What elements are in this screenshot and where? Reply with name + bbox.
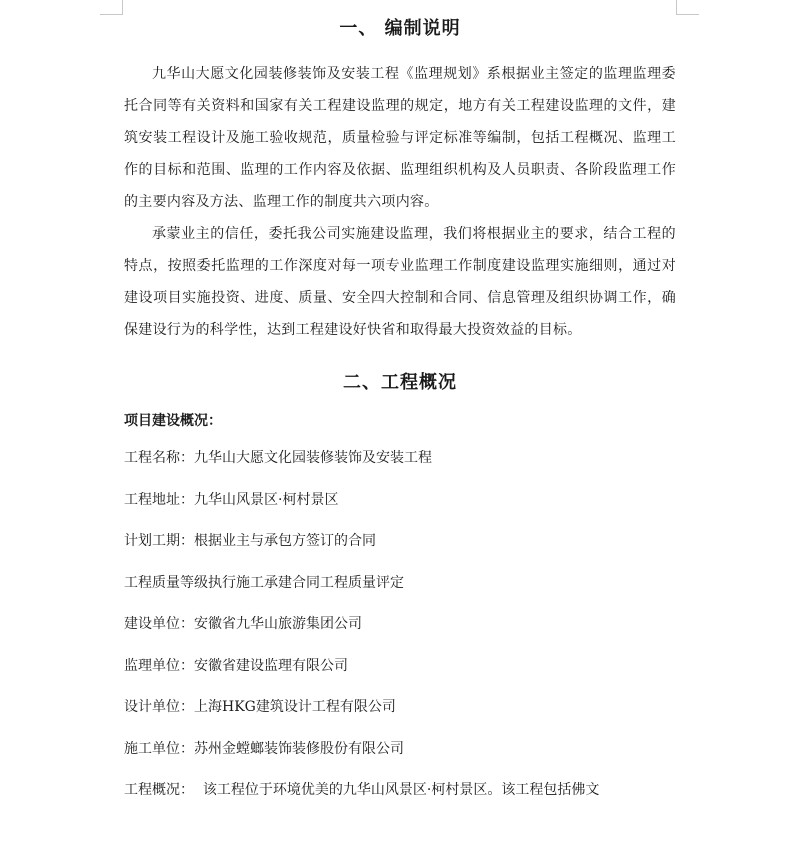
info-value: 九华山大愿文化园装修装饰及安装工程 xyxy=(194,450,432,466)
info-value: 九华山风景区·柯村景区 xyxy=(194,491,339,508)
crop-mark-right xyxy=(676,0,699,15)
info-label: 建设单位： xyxy=(124,616,194,632)
info-value: 安徽省九华山旅游集团公司 xyxy=(194,616,362,632)
project-overview-subheading: 项目建设概况： xyxy=(124,413,222,429)
info-label: 计划工期： xyxy=(124,533,194,549)
info-quality-grade xyxy=(124,573,676,593)
crop-mark-left xyxy=(100,0,123,15)
info-project-address xyxy=(124,490,676,510)
info-value: 上海HKG建筑设计工程有限公司 xyxy=(194,699,396,715)
info-label: 工程地址： xyxy=(124,491,194,508)
info-label: 工程概况： xyxy=(124,782,194,798)
info-construction-owner xyxy=(124,614,676,634)
info-contractor xyxy=(124,739,676,759)
info-value: 该工程位于环境优美的九华山风景区·柯村景区。该工程包括佛文 xyxy=(194,782,600,798)
section-title-project-overview: 二、工程概况 xyxy=(343,372,457,393)
info-project-summary xyxy=(124,780,676,800)
info-value: 工程质量等级执行施工承建合同工程质量评定 xyxy=(124,574,404,591)
document-content xyxy=(124,12,676,822)
info-label: 设计单位： xyxy=(124,699,194,715)
info-label: 监理单位： xyxy=(124,657,194,674)
section-title-preparation-notes: 一、 编制说明 xyxy=(339,18,461,39)
paragraph-1: 九华山大愿文化园装修装饰及安装工程《监理规划》系根据业主签定的监理监理委托合同等有关资料和国家有关工程建设监理的规定，地方有关工程建设监理的文件，建筑安装工程设计及施工验收规范，质量检验与评定标准等编制，包括工程概况、监理工作的目标和范围、监理的工作内容及依据、监理组织机构及人员职责、各阶段监理工作的主要内容及方法、监理工作的制度共六项内容。 xyxy=(124,66,676,210)
info-supervision-unit xyxy=(124,656,676,676)
info-value: 苏州金螳螂装饰装修股份有限公司 xyxy=(194,740,404,757)
paragraph-2: 承蒙业主的信任，委托我公司实施建设监理，我们将根据业主的要求，结合工程的特点，按照委托监理的工作深度对每一项专业监理工作制度建设监理实施细则，通过对建设项目实施投资、进度、质量、安全四大控制和合同、信息管理及组织协调工作，确保建设行为的科学性，达到工程建设好快省和取得最大投资效益的目标。 xyxy=(124,226,676,338)
info-planned-duration xyxy=(124,531,676,551)
info-label: 工程名称： xyxy=(124,450,194,466)
info-value: 安徽省建设监理有限公司 xyxy=(194,657,348,674)
info-label: 施工单位： xyxy=(124,740,194,757)
info-project-name xyxy=(124,448,676,468)
info-value: 根据业主与承包方签订的合同 xyxy=(194,533,376,549)
info-design-unit xyxy=(124,697,676,717)
